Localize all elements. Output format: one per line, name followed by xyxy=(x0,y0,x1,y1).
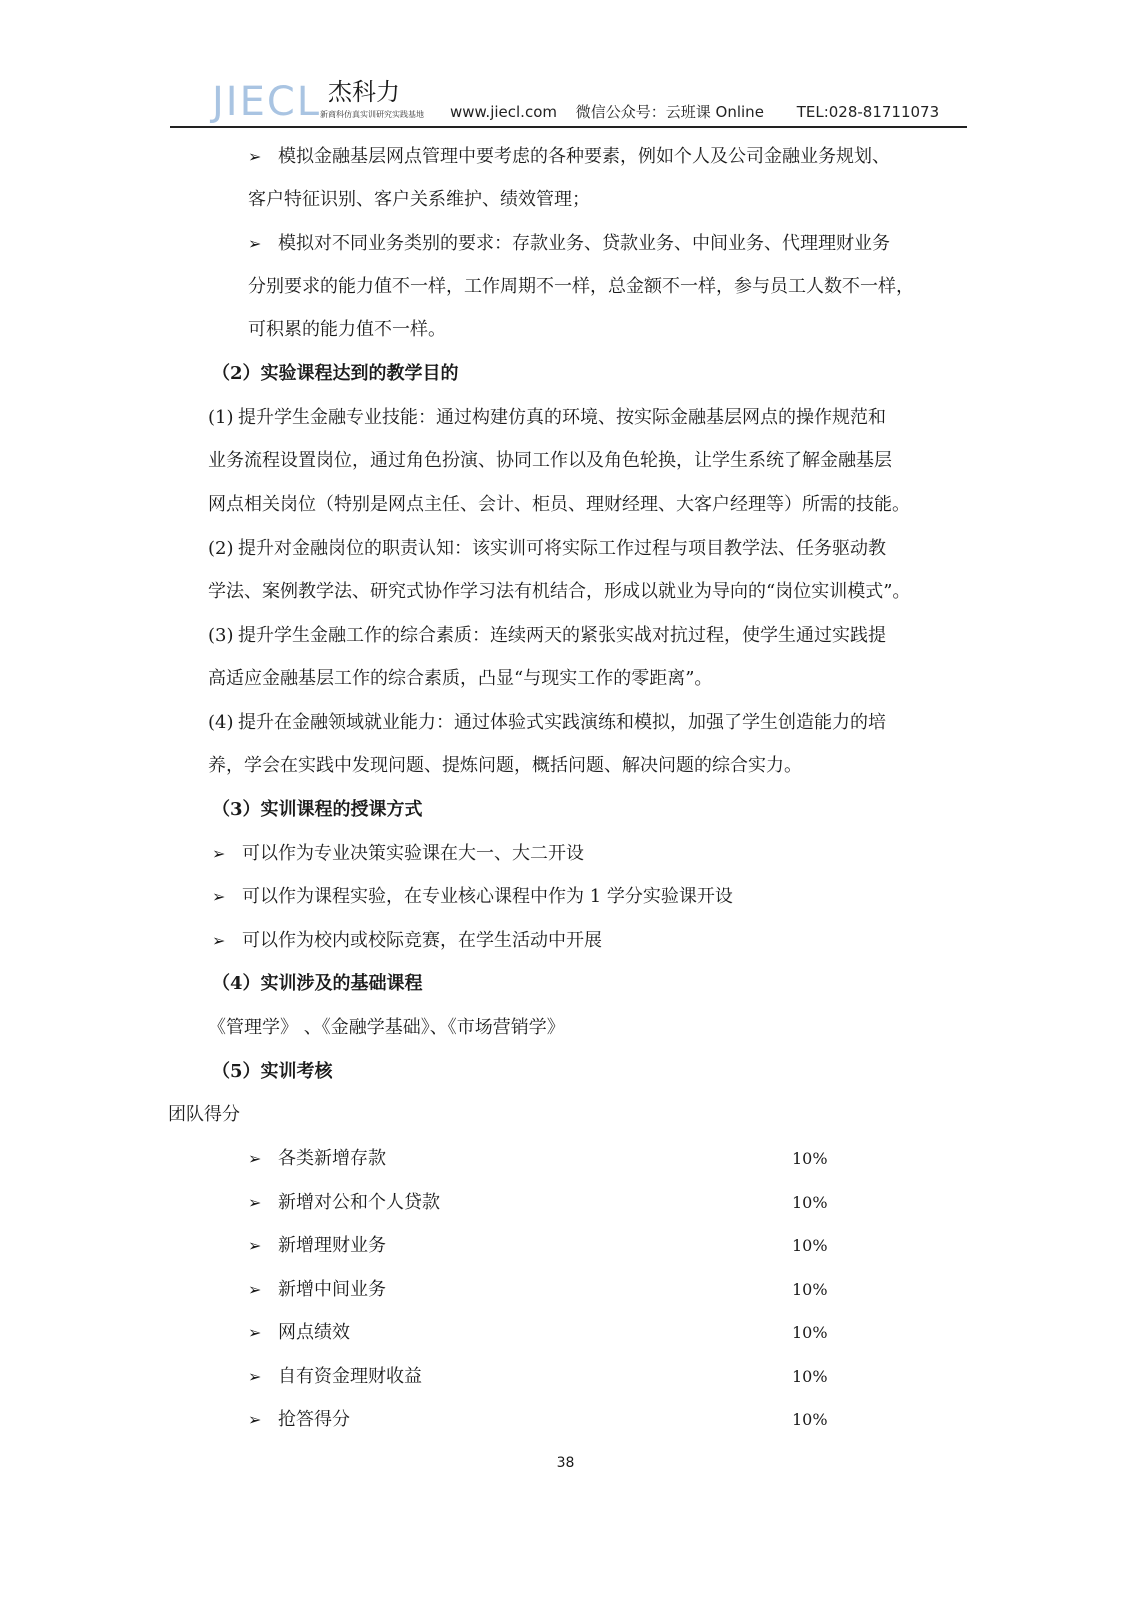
score-item: ➢ 各类新增存款 xyxy=(248,1137,386,1181)
numbered-item-continuation: 高适应金融基层工作的综合素质，凸显“与现实工作的零距离”。 xyxy=(208,668,713,689)
arrow-bullet-icon: ➢ xyxy=(248,234,262,253)
score-percentage: 10% xyxy=(792,1410,828,1429)
course-list-text: 《管理学》 、《金融学基础》、《市场营销学》 xyxy=(208,1017,565,1038)
score-percentage: 10% xyxy=(792,1280,828,1299)
header-divider xyxy=(170,126,967,128)
numbered-item-continuation: 业务流程设置岗位，通过角色扮演、协同工作以及角色轮换，让学生系统了解金融基层 xyxy=(208,450,892,471)
list-item: ➢ 模拟金融基层网点管理中要考虑的各种要素，例如个人及公司金融业务规划、 xyxy=(248,135,890,179)
arrow-bullet-icon: ➢ xyxy=(248,1410,262,1429)
numbered-item-continuation: 学法、案例教学法、研究式协作学习法有机结合，形成以就业为导向的“岗位实训模式”。 xyxy=(208,581,911,602)
section-heading: （3）实训课程的授课方式 xyxy=(212,799,423,820)
arrow-bullet-icon: ➢ xyxy=(248,1193,262,1212)
score-item: ➢ 新增中间业务 xyxy=(248,1268,386,1312)
logo-tagline: 新商科仿真实训研究实践基地 xyxy=(320,110,424,119)
score-percentage: 10% xyxy=(792,1367,828,1386)
telephone-info: TEL:028-81711073 xyxy=(796,103,940,121)
numbered-item: (3) 提升学生金融工作的综合素质：连续两天的紧张实战对抗过程，使学生通过实践提 xyxy=(208,625,886,646)
logo-latin-text: JIECL xyxy=(212,79,322,125)
score-percentage: 10% xyxy=(792,1236,828,1255)
arrow-bullet-icon: ➢ xyxy=(248,1280,262,1299)
arrow-bullet-icon: ➢ xyxy=(248,1323,262,1342)
arrow-bullet-icon: ➢ xyxy=(248,147,262,166)
section-heading: （5）实训考核 xyxy=(212,1061,333,1082)
section-heading: （2）实验课程达到的教学目的 xyxy=(212,363,459,384)
numbered-item: (4) 提升在金融领域就业能力：通过体验式实践演练和模拟，加强了学生创造能力的培 xyxy=(208,712,886,733)
list-item-continuation: 可积累的能力值不一样。 xyxy=(248,319,446,340)
header-contact-info xyxy=(450,102,939,122)
arrow-bullet-icon: ➢ xyxy=(212,887,226,906)
section-heading: （4）实训涉及的基础课程 xyxy=(212,973,423,994)
arrow-bullet-icon: ➢ xyxy=(212,931,226,950)
numbered-item: (2) 提升对金融岗位的职责认知：该实训可将实际工作过程与项目教学法、任务驱动教 xyxy=(208,538,886,559)
score-percentage: 10% xyxy=(792,1193,828,1212)
numbered-item: (1) 提升学生金融专业技能：通过构建仿真的环境、按实际金融基层网点的操作规范和 xyxy=(208,407,886,428)
numbered-item-continuation: 养，学会在实践中发现问题、提炼问题，概括问题、解决问题的综合实力。 xyxy=(208,755,802,776)
website-link[interactable]: www.jiecl.com xyxy=(450,103,557,121)
list-item: ➢ 模拟对不同业务类别的要求：存款业务、贷款业务、中间业务、代理理财业务 xyxy=(248,222,890,266)
page-header xyxy=(170,72,967,130)
score-item: ➢ 新增理财业务 xyxy=(248,1224,386,1268)
list-item-continuation: 分别要求的能力值不一样，工作周期不一样，总金额不一样，参与员工人数不一样， xyxy=(248,276,914,297)
list-item: ➢ 可以作为课程实验，在专业核心课程中作为 1 学分实验课开设 xyxy=(212,875,733,919)
list-item: ➢ 可以作为专业决策实验课在大一、大二开设 xyxy=(212,832,584,876)
list-item: ➢ 可以作为校内或校际竞赛，在学生活动中开展 xyxy=(212,919,602,963)
score-percentage: 10% xyxy=(792,1323,828,1342)
score-percentage: 10% xyxy=(792,1149,828,1168)
score-item: ➢ 网点绩效 xyxy=(248,1311,350,1355)
team-score-subheading: 团队得分 xyxy=(168,1104,240,1125)
score-item: ➢ 抢答得分 xyxy=(248,1398,350,1442)
arrow-bullet-icon: ➢ xyxy=(248,1149,262,1168)
numbered-item-continuation: 网点相关岗位（特别是网点主任、会计、柜员、理财经理、大客户经理等）所需的技能。 xyxy=(208,494,910,515)
list-item-continuation: 客户特征识别、客户关系维护、绩效管理； xyxy=(248,189,590,210)
score-item: ➢ 自有资金理财收益 xyxy=(248,1355,422,1399)
arrow-bullet-icon: ➢ xyxy=(248,1367,262,1386)
arrow-bullet-icon: ➢ xyxy=(248,1236,262,1255)
page-number: 38 xyxy=(556,1455,575,1471)
wechat-info: 微信公众号：云班课 Online xyxy=(575,103,764,121)
arrow-bullet-icon: ➢ xyxy=(212,844,226,863)
logo-chinese-text: 杰科力 xyxy=(328,78,400,106)
score-item: ➢ 新增对公和个人贷款 xyxy=(248,1181,440,1225)
